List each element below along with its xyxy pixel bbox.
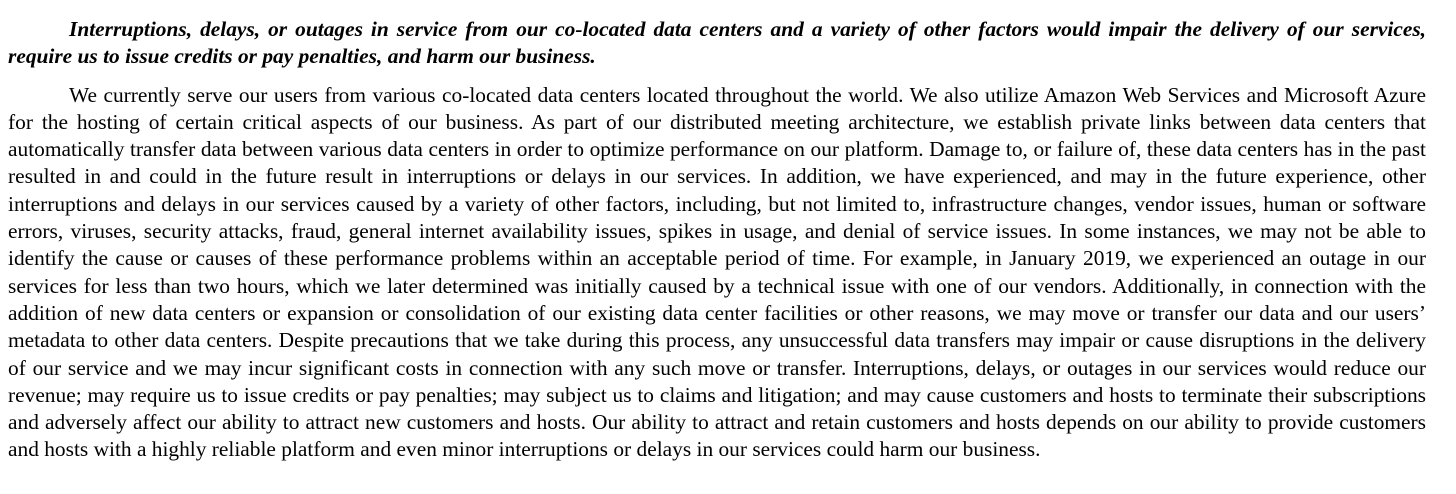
risk-factor-paragraph: We currently serve our users from various co-located data centers located throughout the world. We also utilize Amazon Web Services and Microsoft Azure for the hosting of certain critical aspects of our business. As part of our distributed meeting architecture, we establish private links between data centers that automatically transfer data between various data centers in order to optimize performance on our platform. Damage to, or failure of, these data centers has in the past resulted in and could in the future result in interruptions or delays in our services. In addition, we have experienced, and may in the future experience, other interruptions and delays in our services caused by a variety of other factors, including, but not limited to, infrastructure changes, vendor issues, human or software errors, viruses, security attacks, fraud, general internet availability issues, spikes in usage, and denial of service issues. In some instances, we may not be able to identify the cause or causes of these performance problems within an acceptable period of time. For example, in January 2019, we experienced an outage in our services for less than two hours, which we later determined was initially caused by a technical issue with one of our vendors. Additionally, in connection with the addition of new data centers or expansion or consolidation of our existing data center facilities or other reasons, we may move or transfer our data and our users’ metadata to other data centers. Despite precautions that we take during this process, any unsuccessful data transfers may impair or cause disruptions in the delivery of our service and we may incur significant costs in connection with any such move or transfer. Interruptions, delays, or outages in our services would reduce our revenue; may require us to issue credits or pay penalties; may subject us to claims and litigation; and may cause customers and hosts to terminate their subscriptions and adversely affect our ability to attract new customers and hosts. Our ability to attract and retain customers and hosts depends on our ability to provide customers and hosts with a highly reliable platform and even minor interruptions or delays in our services could harm our business. — [8, 82, 1426, 462]
risk-factor-heading: Interruptions, delays, or outages in service from our co-located data centers and a variety of other factors would impair the delivery of our services, require us to issue credits or pay penalties, and harm our business. — [8, 17, 1426, 69]
